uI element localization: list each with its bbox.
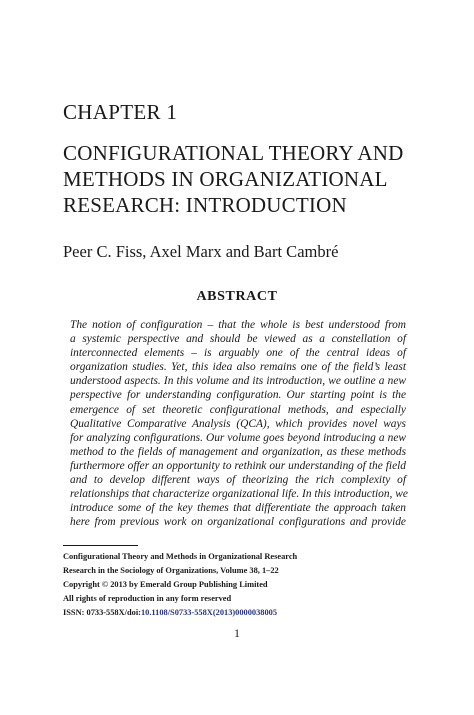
abstract-line: relationships that characterize organizational life. In this introduction, we — [70, 488, 408, 501]
chapter-title — [63, 140, 463, 218]
page-number: 1 — [234, 626, 240, 640]
abstract-line: Qualitative Comparative Analysis (QCA), which provides novel ways — [70, 417, 406, 430]
chapter-title-line: METHODS IN ORGANIZATIONAL — [63, 167, 388, 191]
abstract-line: understood aspects. In this volume and its introduction, we outline a new — [70, 375, 406, 388]
abstract-line: perspective for understanding configuration. Our starting point is the — [70, 389, 406, 402]
author-list: Peer C. Fiss, Axel Marx and Bart Cambré — [63, 242, 339, 261]
chapter-title-line: RESEARCH: INTRODUCTION — [63, 193, 347, 217]
chapter-title-line: CONFIGURATIONAL THEORY AND — [63, 141, 404, 165]
footnote-line: All rights of reproduction in any form reserved — [63, 593, 232, 603]
abstract-line: interconnected elements – is arguably one of the central ideas of — [70, 347, 406, 360]
chapter-label: CHAPTER 1 — [63, 100, 178, 124]
issn-line — [63, 606, 297, 620]
footnote-line: Copyright © 2013 by Emerald Group Publishing Limited — [63, 579, 268, 589]
doi-link[interactable]: 10.1108/S0733-558X(2013)0000038005 — [140, 607, 278, 617]
abstract-line: method to the fields of management and organization, as these methods — [70, 445, 406, 458]
issn-label: ISSN: 0733-558X/doi: — [63, 607, 141, 617]
abstract-body — [70, 318, 406, 529]
publication-footnote — [63, 550, 297, 620]
footnote-line: Research in the Sociology of Organizations, Volume 38, 1–22 — [63, 565, 279, 575]
abstract-line: The notion of configuration – that the whole is best understood from — [70, 319, 406, 331]
abstract-line: for analyzing configurations. Our volume goes beyond introducing a new — [70, 431, 406, 444]
abstract-line: and to develop different ways of theorizing the rich complexity of — [70, 474, 406, 487]
footnote-divider — [63, 545, 138, 546]
abstract-line: introduce some of the key themes that differentiate the approach taken — [70, 502, 406, 515]
abstract-line: organization studies. Yet, this idea also remains one of the field’s least — [70, 361, 406, 374]
abstract-line: emergence of set theoretic configurational methods, and especially — [70, 403, 406, 416]
abstract-heading: ABSTRACT — [196, 289, 278, 304]
footnote-line: Configurational Theory and Methods in Organizational Research — [63, 552, 298, 561]
abstract-line: here from previous work on organizational configurations and provide — [70, 516, 406, 529]
abstract-line: furthermore offer an opportunity to rethink our understanding of the field — [70, 459, 406, 472]
abstract-line: a systemic perspective and should be viewed as a constellation of — [70, 333, 406, 346]
